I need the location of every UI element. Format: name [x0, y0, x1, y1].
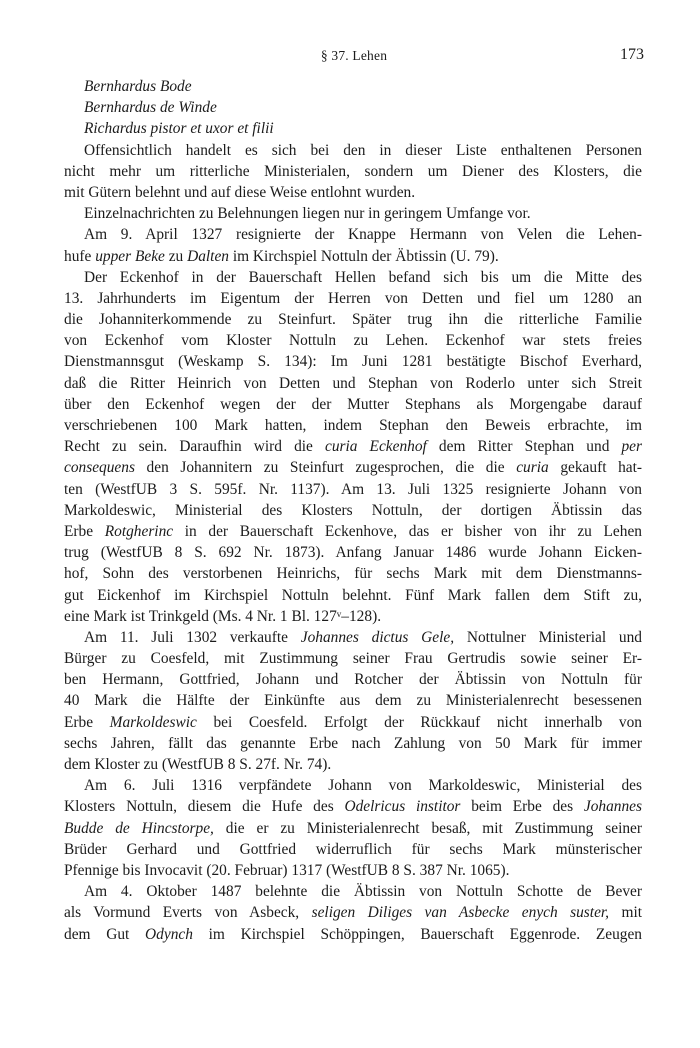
italic-text: Bernhardus Bode — [84, 78, 192, 95]
text-line — [64, 669, 642, 690]
page-number: 173 — [620, 46, 644, 63]
text-segment: von Eckenhof vom Kloster Nottuln zu Lehen. Eckenhof war stets freies — [64, 332, 642, 350]
text-line — [64, 690, 642, 711]
text-segment: im Kirchspiel Nottuln der Äbtissin (U. 79). — [228, 247, 499, 265]
body-text — [64, 76, 642, 945]
text-line — [64, 309, 642, 330]
text-segment: die Johanniterkommende zu Steinfurt. Später trug ihn die ritterliche Familie — [64, 311, 642, 329]
text-line — [64, 161, 642, 182]
running-head — [64, 46, 644, 68]
text-segment: Einzelnachrichten zu Belehnungen liegen nur in geringem Umfange vor. — [84, 205, 531, 223]
italic-text: Richardus pistor et uxor et filii — [84, 120, 274, 138]
text-segment: Brüder Gerhard und Gottfried widerruflich für sechs Mark münsterischer — [64, 840, 642, 858]
text-line — [64, 585, 642, 606]
text-line — [64, 76, 642, 97]
text-line — [64, 839, 642, 860]
text-line — [64, 500, 642, 521]
text-segment: eine Mark ist Trinkgeld (Ms. 4 Nr. 1 Bl. 127ᵛ–128). — [64, 607, 382, 625]
text-segment: Dienstmannsgut (Weskamp S. 134): Im Juni 1281 bestätigte Bischof Everhard, — [64, 353, 642, 371]
text-line — [64, 860, 642, 881]
text-segment: mit Gütern belehnt und auf diese Weise entlohnt wurden. — [64, 183, 416, 201]
text-segment: daß die Ritter Heinrich von Detten und Stephan von Roderlo unter sich Streit — [64, 374, 642, 392]
text-line — [64, 330, 642, 351]
text-segment: verschriebenen 100 Mark hatten, indem Stephan den Beweis erbrachte, im — [64, 417, 642, 434]
text-line — [64, 246, 642, 267]
text-segment: 13. Jahrhunderts im Eigentum der Herren von Detten und fiel um 1280 an — [64, 289, 642, 307]
text-segment: dem Gut — [64, 925, 146, 943]
text-line — [64, 881, 642, 902]
text-segment: hufe — [64, 247, 96, 265]
text-line — [64, 818, 642, 839]
text-segment: gut Eickenhof im Kirchspiel Nottuln belehnt. Fünf Mark fallen dem Stift zu, — [64, 586, 642, 604]
text-line — [64, 373, 642, 394]
text-segment: trug (WestfUB 8 S. 692 Nr. 1873). Anfang Januar 1486 wurde Johann Eicken- — [64, 544, 642, 562]
text-segment: Erbe — [64, 713, 110, 731]
text-segment: gekauft hat- — [548, 459, 642, 477]
italic-text: per — [621, 438, 642, 456]
text-segment: sechs Jahren, fällt das genannte Erbe nach Zahlung von 50 Mark für immer — [64, 734, 642, 752]
text-line — [64, 712, 642, 733]
text-segment: beim Erbe des — [460, 798, 584, 816]
italic-text: seligen Diliges van Asbecke enych suster, — [311, 904, 610, 922]
text-segment: den Johannitern zu Steinfurt zugesprochen, die die — [134, 459, 517, 477]
text-segment: Am 6. Juli 1316 verpfändete Johann von Markoldeswic, Ministerial des — [84, 777, 642, 795]
italic-text: Rotgherinc — [104, 522, 174, 540]
text-segment: Am 11. Juli 1302 verkaufte — [84, 628, 301, 646]
text-line — [64, 118, 642, 139]
text-line — [64, 627, 642, 648]
text-line — [64, 140, 642, 161]
text-segment: 40 Mark die Hälfte der Einkünfte aus dem zu Ministerialenrecht besessenen — [64, 692, 642, 710]
text-segment: im Kirchspiel Schöppingen, Bauerschaft Eggenrode. Zeugen — [192, 925, 642, 943]
italic-text: Markoldeswic — [109, 713, 197, 731]
text-segment: als Vormund Everts von Asbeck, — [64, 904, 312, 922]
text-line — [64, 796, 642, 817]
text-segment: Der Eckenhof in der Bauerschaft Hellen befand sich bis um die Mitte des — [84, 268, 642, 286]
italic-text: Johannes — [583, 798, 642, 816]
text-line — [64, 648, 642, 669]
text-line — [64, 224, 642, 245]
text-segment: in der Bauerschaft Eckenhove, das er bisher von ihr zu Lehen — [173, 522, 642, 540]
text-line — [64, 182, 642, 203]
text-line — [64, 267, 642, 288]
text-line — [64, 288, 642, 309]
text-line — [64, 775, 642, 796]
italic-text: Johannes dictus Gele, — [300, 628, 455, 646]
text-line — [64, 606, 642, 627]
text-line — [64, 924, 642, 945]
italic-text: Odynch — [145, 925, 193, 943]
text-segment: Bürger zu Coesfeld, mit Zustimmung seiner Frau Gertrudis sowie seiner Er- — [64, 650, 642, 668]
text-segment: zu — [164, 247, 188, 265]
text-segment: über den Eckenhof wegen der der Mutter Stephans als Morgengabe darauf — [64, 395, 642, 413]
text-segment: Klosters Nottuln, diesem die Hufe des — [64, 798, 345, 816]
text-segment: Erbe — [64, 522, 105, 540]
text-segment: Am 4. Oktober 1487 belehnte die Äbtissin von Nottuln Schotte de Bever — [84, 883, 642, 901]
text-line — [64, 563, 642, 584]
italic-text: curia Eckenhof — [324, 438, 427, 456]
italic-text: curia — [516, 459, 549, 477]
text-line — [64, 436, 642, 457]
text-line — [64, 97, 642, 118]
text-line — [64, 479, 642, 500]
italic-text: Bernhardus de Winde — [84, 99, 217, 117]
text-line — [64, 521, 642, 542]
text-line — [64, 754, 642, 775]
text-segment: bei Coesfeld. Erfolgt der Rückkauf nicht innerhalb von — [196, 713, 642, 731]
text-segment: dem Kloster zu (WestfUB 8 S. 27f. Nr. 74). — [64, 756, 332, 773]
text-line — [64, 902, 642, 923]
text-line — [64, 457, 642, 478]
text-segment: Am 9. April 1327 resignierte der Knappe Hermann von Velen die Lehen- — [84, 226, 642, 244]
text-segment: Nottulner Ministerial und — [454, 628, 642, 646]
text-line — [64, 542, 642, 563]
text-line — [64, 733, 642, 754]
text-line — [64, 415, 642, 436]
text-segment: dem Ritter Stephan und — [426, 438, 622, 456]
text-segment: Recht zu sein. Daraufhin wird die — [64, 438, 325, 456]
text-line — [64, 394, 642, 415]
text-segment: ten (WestfUB 3 S. 595f. Nr. 1137). Am 13. Juli 1325 resignierte Johann von — [64, 480, 642, 498]
text-segment: Markoldeswic, Ministerial des Klosters Nottuln, der dortigen Äbtissin das — [64, 501, 642, 519]
italic-text: Odelricus institor — [344, 798, 461, 816]
section-title: § 37. Lehen — [320, 48, 388, 63]
text-segment: die er zu Ministerialenrecht besaß, mit Zustimmung seiner — [213, 819, 642, 837]
text-line — [64, 351, 642, 372]
text-segment: hof, Sohn des verstorbenen Heinrichs, für sechs Mark mit dem Dienstmanns- — [64, 565, 642, 583]
italic-text: upper Beke — [95, 247, 165, 265]
text-segment: Pfennige bis Invocavit (20. Februar) 1317 (WestfUB 8 S. 387 Nr. 1065). — [64, 861, 510, 879]
italic-text: consequens — [64, 459, 135, 477]
italic-text: Dalten — [187, 247, 229, 265]
text-segment: mit — [609, 904, 642, 922]
italic-text: Budde de Hincstorpe, — [64, 819, 214, 837]
text-segment: ben Hermann, Gottfried, Johann und Rotcher der Äbtissin von Nottuln für — [64, 671, 642, 689]
text-line — [64, 203, 642, 224]
text-segment: nicht mehr um ritterliche Ministerialen, sondern um Diener des Klosters, die — [64, 162, 642, 180]
text-segment: Offensichtlich handelt es sich bei den in dieser Liste enthaltenen Personen — [84, 141, 642, 159]
